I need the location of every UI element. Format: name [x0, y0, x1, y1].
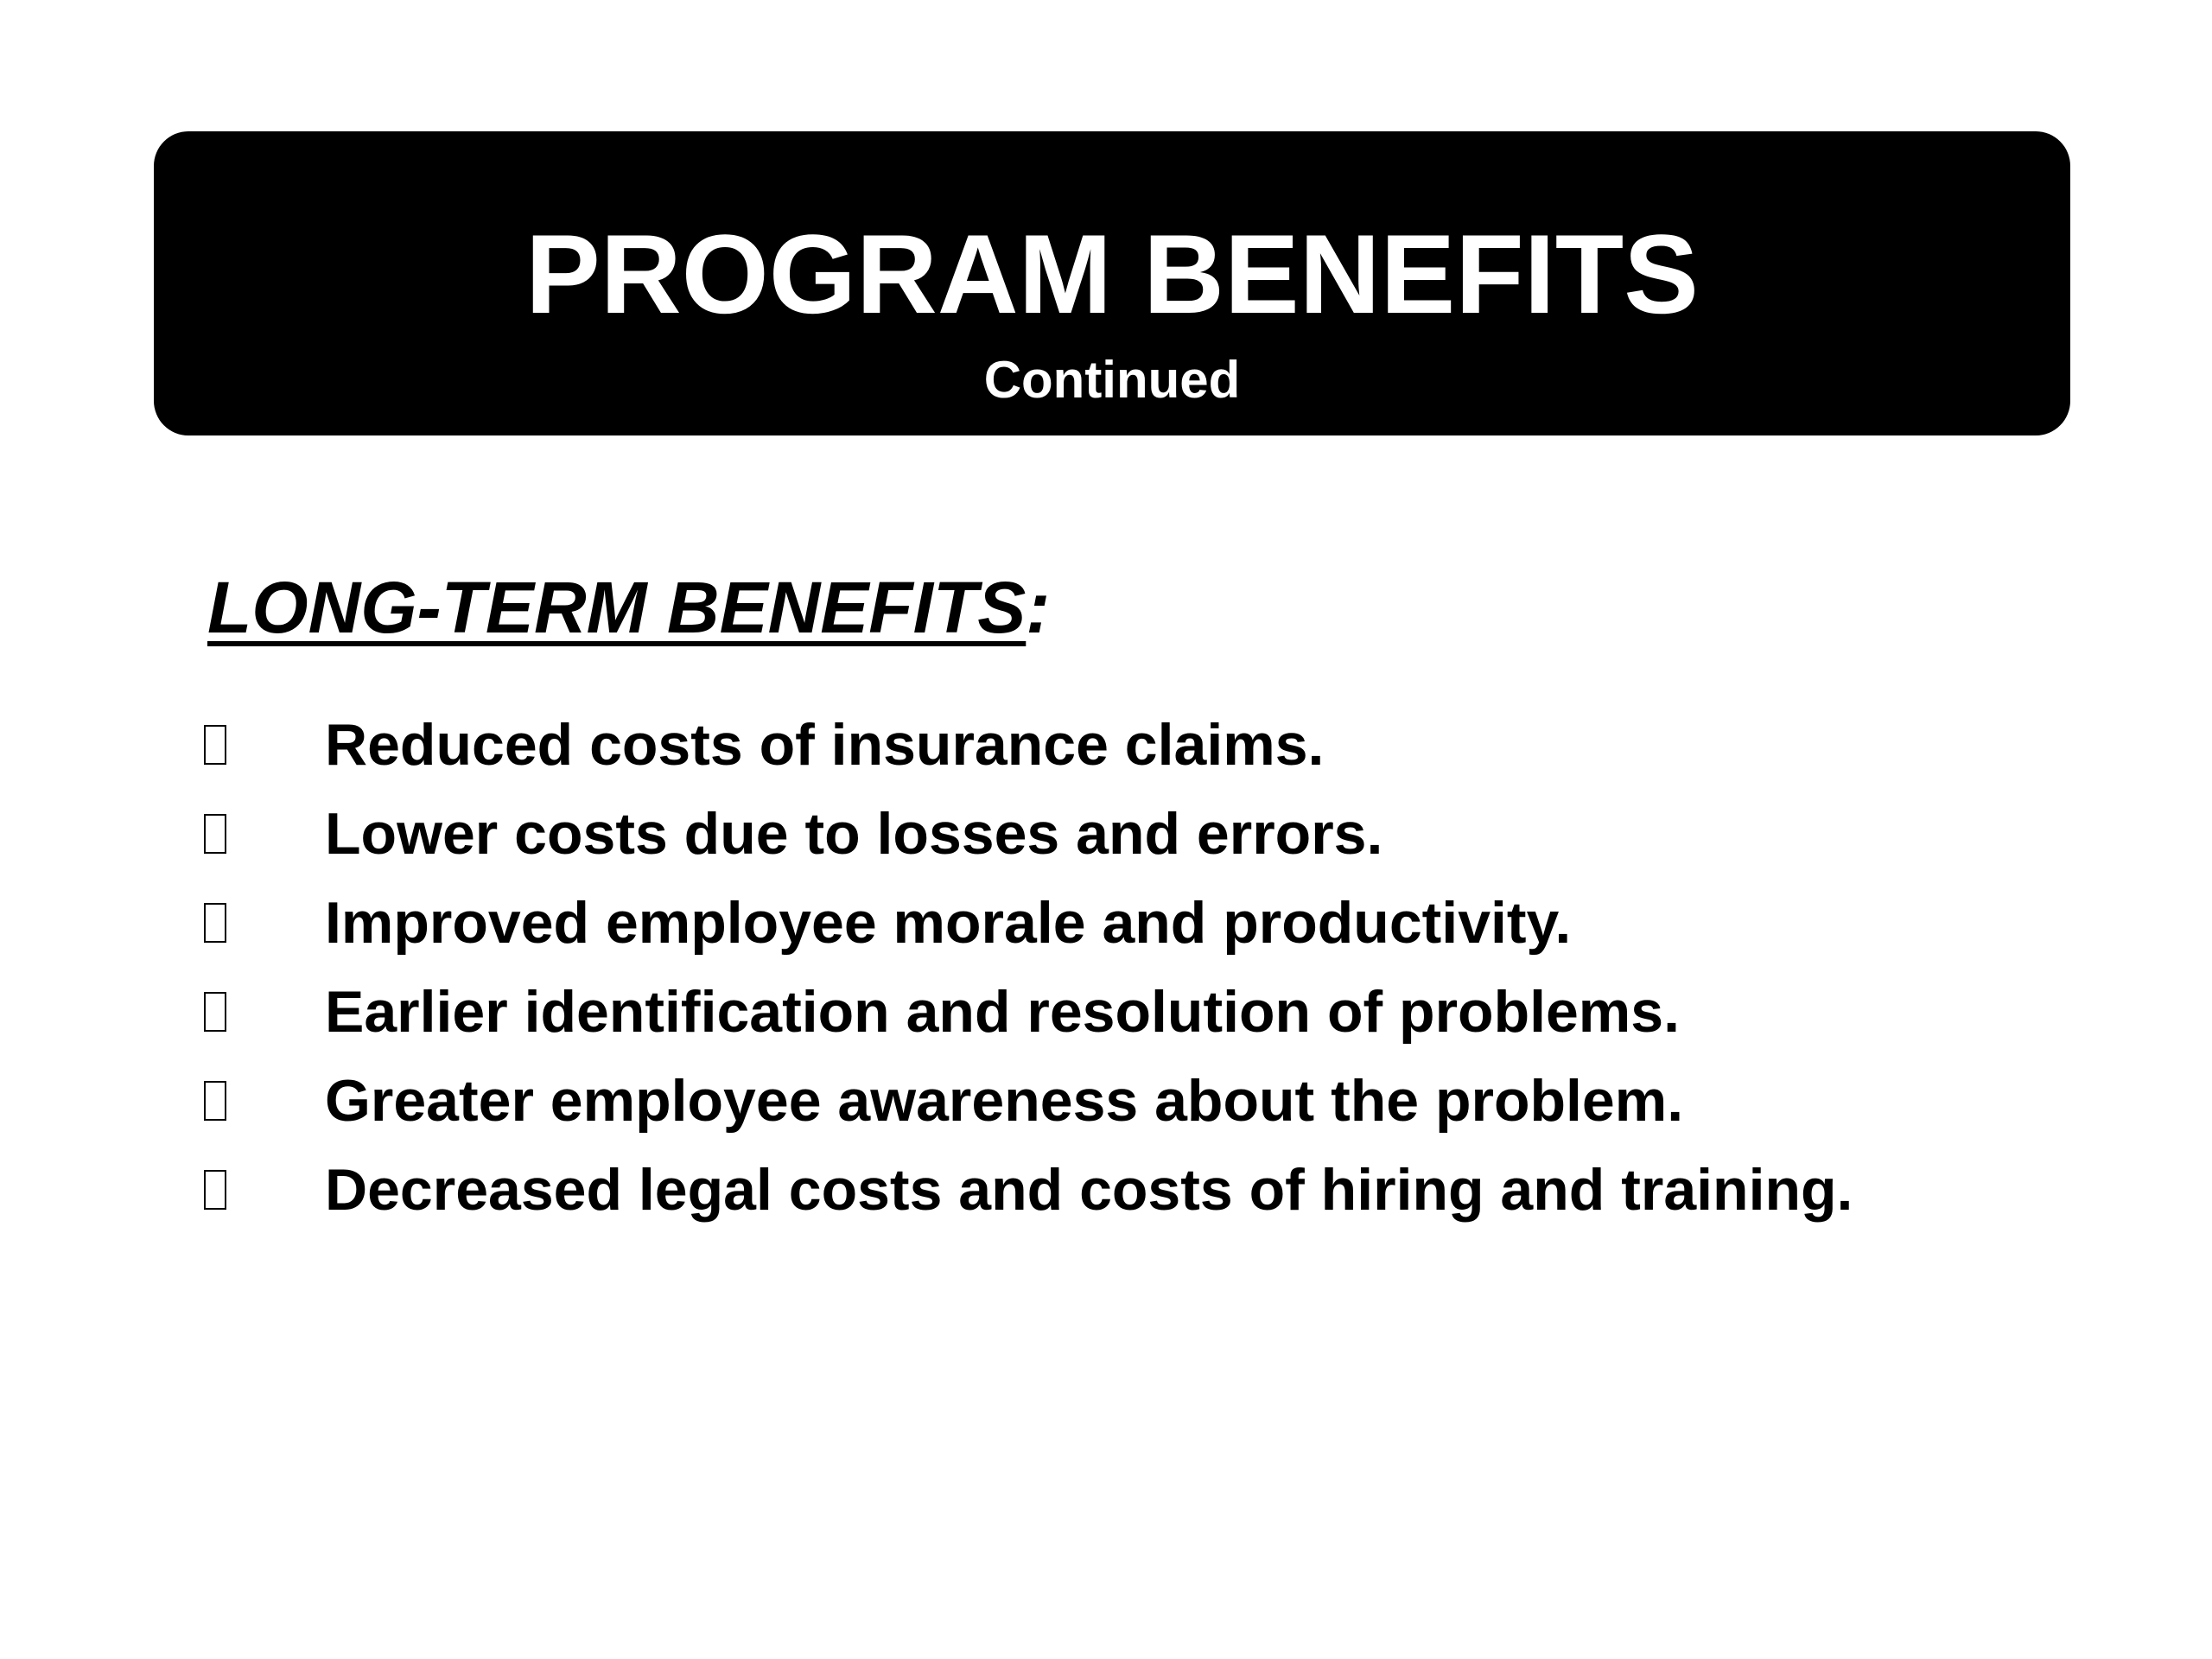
list-item [204, 700, 1853, 789]
list-item [204, 878, 1853, 967]
bullet-box-icon [204, 1170, 226, 1210]
benefit-text: Earlier identification and resolution of problems. [325, 978, 1680, 1045]
benefit-list [204, 700, 1853, 1234]
list-item [204, 1145, 1853, 1234]
benefit-text: Improved employee morale and productivity. [325, 889, 1572, 956]
benefit-text: Reduced costs of insurance claims. [325, 711, 1325, 778]
list-item [204, 789, 1853, 878]
slide-title: PROGRAM BENEFITS [525, 211, 1699, 337]
bullet-box-icon [204, 725, 226, 765]
bullet-box-icon [204, 1081, 226, 1121]
bullet-box-icon [204, 992, 226, 1032]
section-heading-colon: : [1026, 567, 1051, 648]
benefit-text: Lower costs due to losses and errors. [325, 800, 1383, 867]
bullet-box-icon [204, 814, 226, 854]
benefit-text: Greater employee awareness about the problem. [325, 1067, 1684, 1134]
title-banner [154, 131, 2070, 435]
section-heading [207, 566, 1050, 649]
list-item [204, 967, 1853, 1056]
section-heading-text: LONG-TERM BENEFITS [207, 567, 1027, 648]
benefit-text: Decreased legal costs and costs of hiring and training. [325, 1156, 1853, 1223]
list-item [204, 1056, 1853, 1145]
bullet-box-icon [204, 903, 226, 943]
slide-subtitle: Continued [983, 351, 1241, 409]
